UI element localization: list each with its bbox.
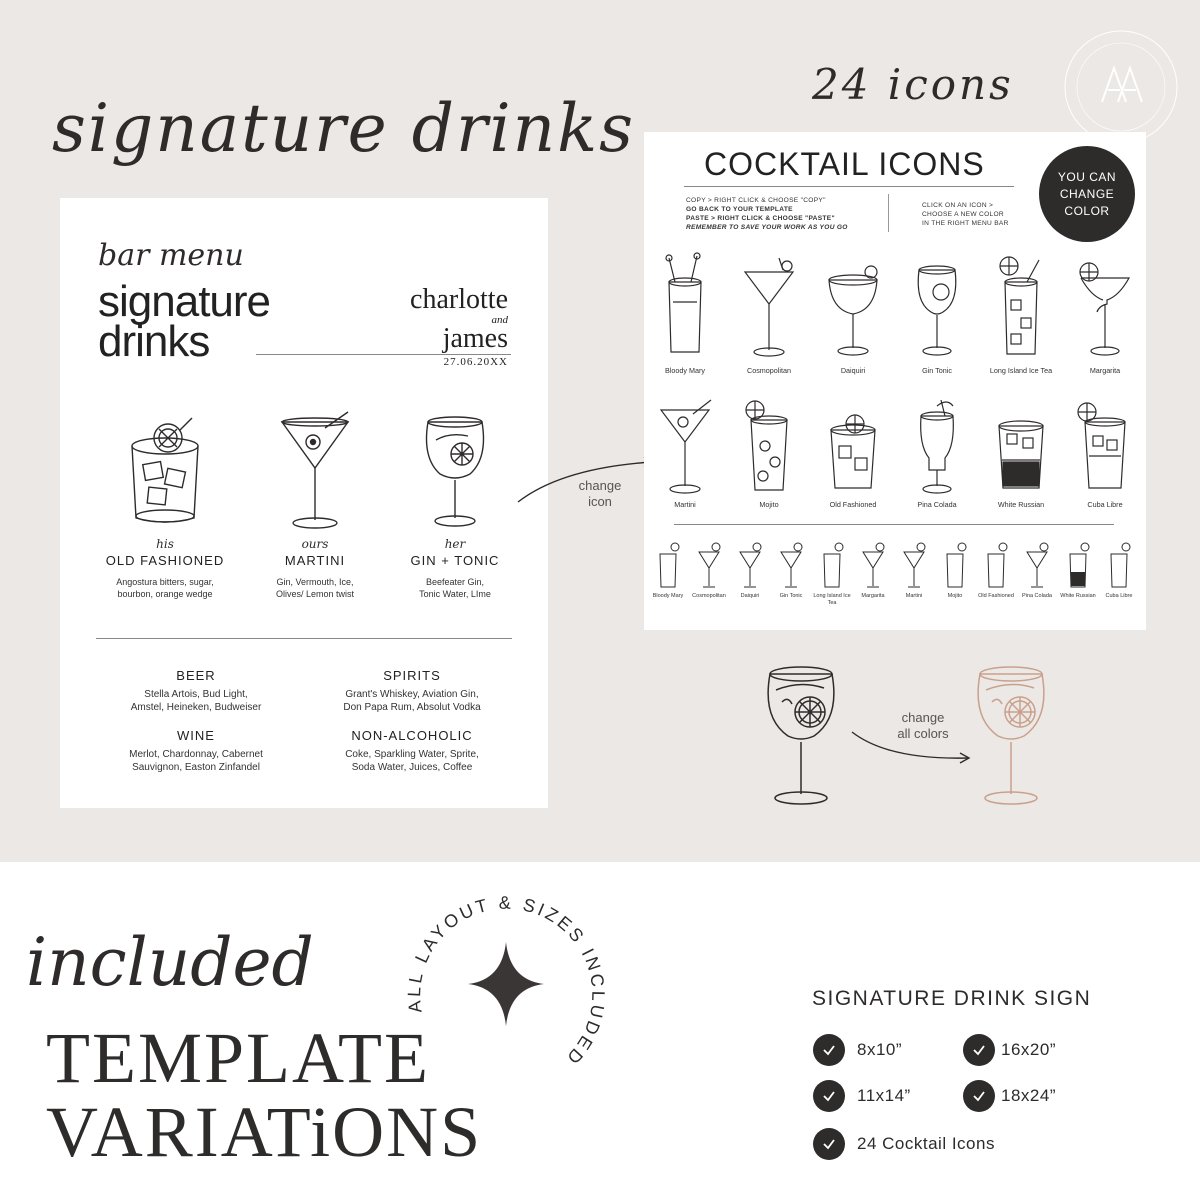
white-russian-icon	[991, 396, 1051, 496]
mini-icon-label: Daiquiri	[740, 593, 760, 599]
cuba-libre-icon	[1075, 396, 1135, 496]
instruction-line: PASTE > RIGHT CLICK & CHOOSE "PASTE"	[686, 215, 835, 222]
category-line: Soda Water, Juices, Coffee	[351, 762, 473, 773]
title-rule	[684, 186, 1014, 187]
mini-cocktail-icon	[860, 538, 886, 590]
name-one: charlotte	[410, 284, 508, 315]
mini-icon-cell[interactable]	[976, 538, 1016, 600]
instruction-line: CLICK ON AN ICON >	[922, 202, 994, 209]
mini-cocktail-icon	[737, 538, 763, 590]
martini-glass-icon	[270, 408, 360, 533]
spec-18x24	[963, 1080, 1056, 1112]
menu-title	[98, 277, 358, 366]
icon-pina-colada[interactable]	[897, 396, 977, 509]
note-line: change	[901, 710, 945, 725]
drink-description	[380, 576, 530, 600]
mini-icon-label: Old Fashioned	[978, 593, 1014, 599]
mini-icon-cell[interactable]	[853, 538, 893, 600]
cocktail-icons-title: COCKTAIL ICONS	[704, 146, 985, 182]
spec-label: 11x14”	[857, 1086, 911, 1105]
spec-11x14	[813, 1080, 911, 1112]
icon-label: White Russian	[997, 500, 1045, 509]
spec-8x10	[813, 1034, 902, 1066]
icon-label: Cosmopolitan	[747, 366, 791, 375]
mini-icon-cell[interactable]	[648, 538, 688, 600]
icon-cosmopolitan[interactable]	[729, 252, 809, 375]
note-line: change	[578, 478, 622, 493]
gin-tonic-glass-icon	[410, 408, 500, 533]
category-title: NON-ALCOHOLIC	[351, 728, 473, 743]
category-title: SPIRITS	[383, 668, 441, 683]
copy-instructions	[686, 196, 848, 232]
specs-title: SIGNATURE DRINK SIGN	[812, 987, 1092, 1010]
icon-label: Mojito	[759, 500, 779, 509]
color-instructions	[922, 201, 1009, 228]
mini-cocktail-icon	[696, 538, 722, 590]
included-script: included	[26, 924, 314, 1001]
check-circle-icon	[813, 1080, 845, 1112]
drink-name-old-fashioned: OLD FASHIONED	[105, 553, 225, 568]
spec-label: 24 Cocktail Icons	[857, 1134, 995, 1153]
drink-owner-ours: ours	[301, 537, 329, 551]
check-circle-icon	[963, 1034, 995, 1066]
and-script: and	[491, 314, 508, 326]
category-line: Merlot, Chardonnay, Cabernet	[129, 749, 263, 760]
drink-owner-her: her	[444, 537, 466, 551]
category-items	[312, 748, 512, 774]
instruction-line: COPY > RIGHT CLICK & CHOOSE "COPY"	[686, 197, 826, 204]
icon-label: Long Island Ice Tea	[989, 366, 1053, 375]
icon-label: Gin Tonic	[922, 366, 952, 375]
mini-icon-cell[interactable]	[935, 538, 975, 600]
mini-icon-cell[interactable]	[1058, 538, 1098, 600]
event-date: 27.06.20XX	[443, 356, 508, 368]
category-beer	[96, 668, 296, 714]
instruction-line: IN THE RIGHT MENU BAR	[922, 220, 1009, 227]
old-fashioned-icon	[823, 396, 883, 496]
mini-icon-label: White Russian	[1060, 593, 1096, 599]
name-two: james	[442, 323, 508, 354]
drink-description-line: bourbon, orange wedge	[117, 589, 213, 599]
menu-title-line2: drinks	[98, 317, 210, 366]
section-divider	[96, 638, 512, 639]
mini-cocktail-icon	[1024, 538, 1050, 590]
mini-icon-label: Gin Tonic	[779, 593, 803, 599]
check-circle-icon	[813, 1128, 845, 1160]
instruction-line: REMEMBER TO SAVE YOUR WORK AS YOU GO	[686, 224, 848, 231]
drink-description-line: Olives/ Lemon twist	[275, 589, 355, 599]
category-items	[312, 688, 512, 714]
change-icon-note	[562, 478, 638, 510]
pina-colada-icon	[907, 396, 967, 496]
category-wine	[96, 728, 296, 774]
mini-cocktail-icon	[655, 538, 681, 590]
mini-cocktail-icon	[983, 538, 1009, 590]
mojito-icon	[739, 396, 799, 496]
long-island-icon	[991, 252, 1051, 362]
couple-names	[410, 286, 508, 368]
category-items	[96, 688, 296, 714]
mini-icon-label: Long Island Ice Tea	[813, 593, 851, 606]
old-fashioned-glass-icon	[120, 408, 210, 533]
spec-label: 16x20”	[1001, 1040, 1056, 1059]
mini-cocktail-icon	[942, 538, 968, 590]
spec-label: 18x24”	[1001, 1086, 1056, 1105]
mini-cocktail-icon	[1065, 538, 1091, 590]
category-title: BEER	[176, 668, 216, 683]
badge-line: CHANGE	[1059, 186, 1115, 201]
instruction-line: GO BACK TO YOUR TEMPLATE	[686, 206, 793, 213]
icon-gin-tonic[interactable]	[897, 252, 977, 375]
change-color-badge	[1039, 146, 1135, 242]
mini-icon-label: Martini	[905, 593, 923, 599]
drink-description	[90, 576, 240, 600]
icons-count-heading: 24 icons	[812, 60, 1014, 109]
icon-white-russian[interactable]	[981, 396, 1061, 509]
mini-icon-cell[interactable]	[1017, 538, 1057, 600]
check-circle-icon	[813, 1034, 845, 1066]
bloody-mary-icon	[655, 252, 715, 362]
instruction-line: CHOOSE A NEW COLOR	[922, 211, 1004, 218]
drink-name-gin-tonic: GIN + TONIC	[410, 553, 500, 568]
category-items	[96, 748, 296, 774]
mini-icon-cell[interactable]	[730, 538, 770, 600]
instructions-divider	[888, 194, 889, 232]
icon-label: Martini	[674, 500, 696, 509]
note-line: icon	[588, 494, 612, 509]
drink-description	[240, 576, 390, 600]
mini-cocktail-icon	[1106, 538, 1132, 590]
badge-ring-text: ALL LAYOUT & SIZES INCLUDED	[404, 892, 609, 1070]
cosmopolitan-icon	[739, 252, 799, 362]
gin-glass-black-icon	[756, 656, 846, 806]
bar-menu-script: bar menu	[98, 238, 244, 273]
category-line: Stella Artois, Bud Light,	[144, 689, 248, 700]
template-heading: TEMPLATE	[46, 1018, 430, 1098]
spec-24-icons	[813, 1128, 995, 1160]
mini-icon-label: Cuba Libre	[1105, 593, 1133, 599]
drink-owner-his: his	[156, 537, 174, 551]
change-colors-note	[878, 710, 968, 742]
cocktail-icons-card	[644, 132, 1146, 630]
sparkle-star-icon	[468, 942, 544, 1026]
drink-column-her	[380, 408, 530, 600]
badge-line: YOU CAN	[1057, 169, 1117, 184]
mini-icon-cell[interactable]	[812, 538, 852, 607]
variations-heading: VARIATiONS	[46, 1092, 483, 1172]
icon-daiquiri[interactable]	[813, 252, 893, 375]
mini-icon-cell[interactable]	[771, 538, 811, 600]
drink-description-line: Angostura bitters, sugar,	[116, 577, 214, 587]
drink-column-his	[90, 408, 240, 600]
icon-mojito[interactable]	[729, 396, 809, 509]
drink-column-ours	[240, 408, 390, 600]
category-line: Sauvignon, Easton Zinfandel	[132, 762, 260, 773]
mini-cocktail-icon	[778, 538, 804, 590]
icon-long-island[interactable]	[981, 252, 1061, 375]
brand-logo-icon	[1062, 28, 1180, 146]
icon-label: Bloody Mary	[665, 366, 705, 375]
mini-icon-label: Pina Colada	[1022, 593, 1052, 599]
drink-description-line: Gin, Vermouth, Ice,	[276, 577, 354, 587]
category-line: Grant's Whiskey, Aviation Gin,	[345, 689, 479, 700]
icon-label: Daiquiri	[840, 366, 866, 375]
category-line: Don Papa Rum, Absolut Vodka	[343, 702, 481, 713]
mini-icon-label: Cosmopolitan	[692, 593, 726, 599]
mini-icon-label: Margarita	[861, 593, 885, 599]
mini-icon-label: Mojito	[947, 593, 963, 599]
mini-icon-label: Bloody Mary	[652, 593, 684, 599]
signature-drinks-menu-card	[60, 198, 548, 808]
icon-label: Margarita	[1089, 366, 1121, 375]
category-line: Amstel, Heineken, Budweiser	[130, 702, 262, 713]
mini-icon-cell[interactable]	[894, 538, 934, 600]
category-non-alcoholic	[312, 728, 512, 774]
icon-bloody-mary[interactable]	[645, 252, 725, 375]
icon-label: Cuba Libre	[1087, 500, 1123, 509]
mini-icons-divider	[674, 524, 1114, 525]
mini-cocktail-icon	[901, 538, 927, 590]
spec-16x20	[963, 1034, 1056, 1066]
category-line: Coke, Sparkling Water, Sprite,	[345, 749, 479, 760]
mini-icon-cell[interactable]	[1099, 538, 1139, 600]
mini-cocktail-icon	[819, 538, 845, 590]
drink-description-line: Beefeater Gin,	[425, 577, 485, 587]
badge-line: COLOR	[1064, 203, 1110, 218]
menu-title-line1: signature	[98, 277, 271, 326]
gin-glass-rose-gold-icon	[966, 656, 1056, 806]
category-spirits	[312, 668, 512, 714]
note-line: all colors	[897, 726, 949, 741]
drink-name-martini: MARTINI	[284, 553, 346, 568]
gin-tonic-icon	[907, 252, 967, 362]
icon-martini[interactable]	[645, 396, 725, 509]
icon-label: Pina Colada	[917, 500, 957, 509]
daiquiri-icon	[823, 252, 883, 362]
icon-old-fashioned[interactable]	[813, 396, 893, 509]
mini-icon-cell[interactable]	[689, 538, 729, 600]
martini-icon	[655, 396, 715, 496]
signature-drinks-heading: signature drinks	[52, 90, 635, 167]
icon-cuba-libre[interactable]	[1065, 396, 1145, 509]
check-circle-icon	[963, 1080, 995, 1112]
spec-label: 8x10”	[857, 1040, 903, 1059]
margarita-icon	[1075, 252, 1135, 362]
icon-margarita[interactable]	[1065, 252, 1145, 375]
icon-label: Old Fashioned	[829, 500, 877, 509]
category-title: WINE	[177, 728, 215, 743]
all-sizes-badge	[388, 862, 624, 1098]
drink-description-line: Tonic Water, LIme	[419, 589, 491, 599]
